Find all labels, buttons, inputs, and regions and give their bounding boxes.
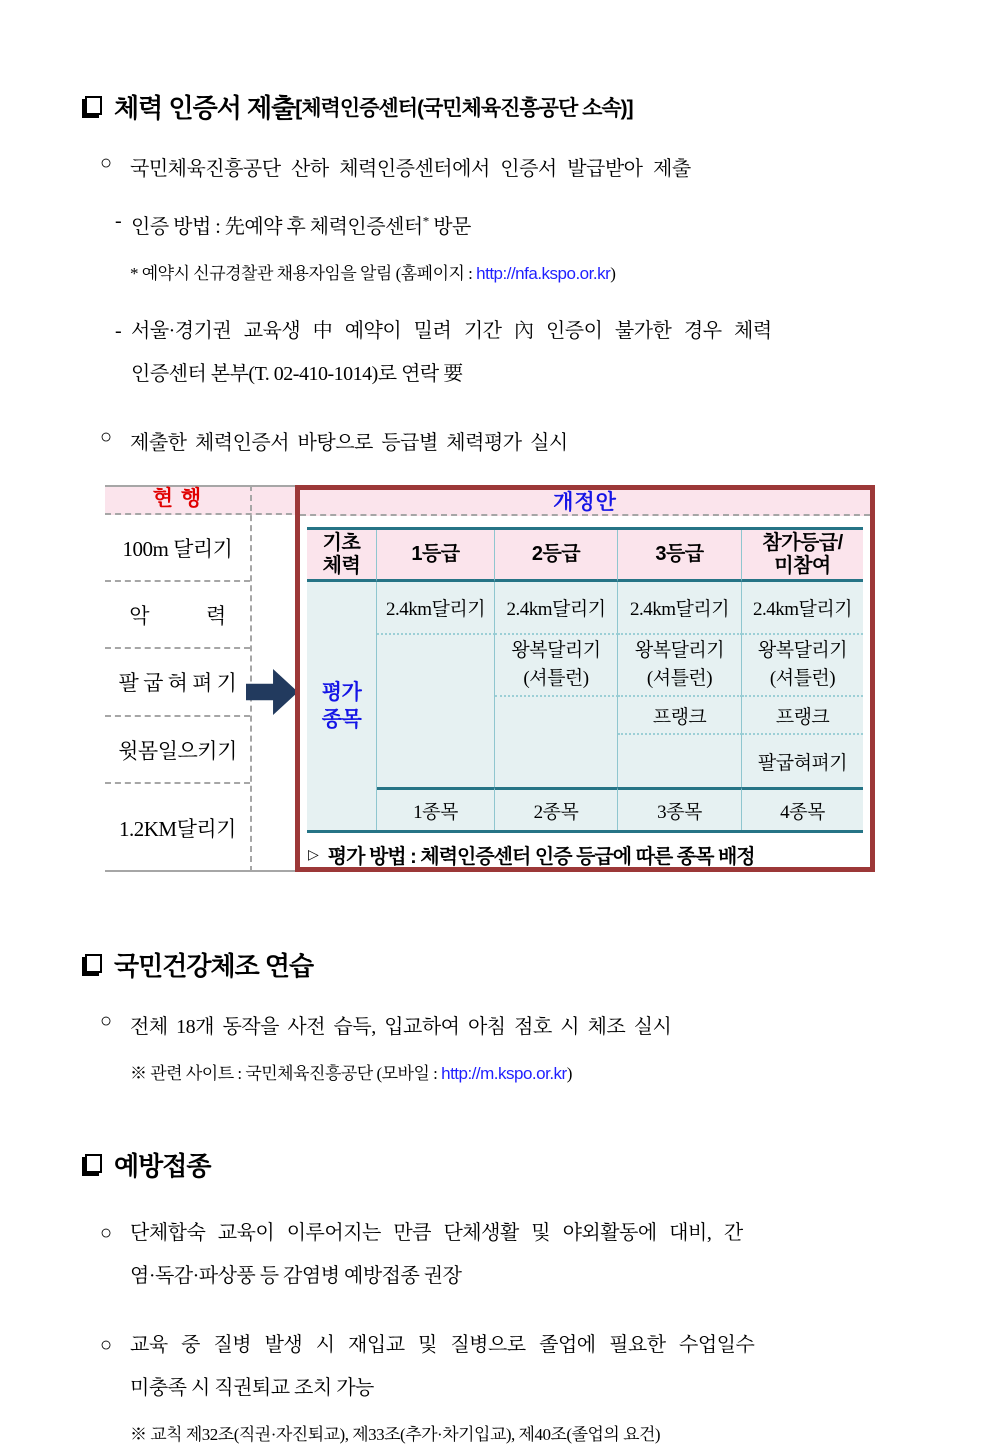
s3-bullet2 (100, 1324, 907, 1410)
col-header-grade3: 3등급 (618, 530, 742, 582)
table-cell-empty (618, 733, 742, 787)
s3-note: ※ 교칙 제32조(직권·자진퇴교), 제33조(추가·차기입교), 제40조(졸업의 요건) (130, 1425, 661, 1444)
current-item: 윗몸일으키기 (105, 717, 250, 784)
comparison-figure (105, 485, 875, 872)
s3-b2-line2: 미충족 시 직권퇴교 조치 가능 (130, 1377, 374, 1399)
s3-b1-line1: 단체합숙 교육이 이루어지는 만큼 단체생활 및 야외활동에 대비, 간 (130, 1222, 743, 1244)
table-cell: 왕복달리기 (셔틀런) (618, 633, 742, 695)
triangle-bullet-icon: ▷ (308, 846, 318, 862)
revised-table (307, 527, 863, 833)
current-item: 100m 달리기 (105, 515, 250, 582)
section1-title: 체력 인증서 제출 (114, 93, 296, 123)
count-cell: 1종목 (377, 787, 495, 830)
m-kspo-link[interactable]: http://m.kspo.or.kr (441, 1064, 567, 1083)
section2-heading (85, 946, 907, 983)
table-cell: 팔굽혀펴기 (742, 733, 863, 787)
table-cell: 2.4km달리기 (618, 582, 742, 633)
revised-box (295, 485, 875, 872)
table-cell-empty (377, 633, 495, 787)
table-cell: 2.4km달리기 (495, 582, 618, 633)
count-cell: 2종목 (495, 787, 618, 830)
s3-b1-line2: 염·독감·파상풍 등 감염병 예방접종 권장 (130, 1265, 462, 1287)
s1-note1: * 예약시 신규경찰관 채용자임을 알림 (홈페이지 : http://nfa.kspo.or.kr) (130, 264, 616, 283)
circle-bullet-icon: ○ (100, 1010, 112, 1032)
col-header-grade1: 1등급 (377, 530, 495, 582)
circle-bullet-icon: ○ (100, 1222, 112, 1244)
col-header-participation: 참가등급/ 미참여 (742, 530, 863, 582)
col-header-grade2: 2등급 (495, 530, 618, 582)
s1-dash2-line2: 인증센터 본부(T. 02-410-1014)로 연락 要 (131, 363, 463, 385)
footnote-asterisk: * (422, 213, 429, 229)
current-item: 악 력 (105, 582, 250, 649)
s3-b2-line1: 교육 중 질병 발생 시 재입교 및 질병으로 졸업에 필요한 수업일수 (130, 1334, 755, 1356)
current-item: 팔 굽 혀 펴 기 (105, 649, 250, 717)
section1-heading (85, 88, 907, 125)
current-item: 1.2KM달리기 (119, 817, 236, 841)
bottom-rule (105, 870, 295, 872)
right-arrow-icon (246, 669, 298, 715)
s1-dash1: - 인증 방법 : 先예약 후 체력인증센터* 방문 (115, 210, 471, 238)
revised-footer: ▷ 평가 방법 : 체력인증센터 인증 등급에 따른 종목 배정 (308, 846, 755, 868)
table-cell: 2.4km달리기 (377, 582, 495, 633)
nfa-kspo-link[interactable]: http://nfa.kspo.or.kr (476, 264, 611, 283)
table-cell: 프랭크 (618, 695, 742, 733)
circle-bullet-icon: ○ (100, 1334, 112, 1356)
dash-bullet-icon: - (115, 320, 122, 342)
circle-bullet-icon: ○ (100, 152, 112, 174)
count-cell: 4종목 (742, 787, 863, 830)
row-label-events: 평가 종목 (307, 582, 377, 830)
s1-bullet2: ○ 제출한 체력인증서 바탕으로 등급별 체력평가 실시 (100, 426, 568, 454)
column-divider (250, 485, 252, 872)
col-header-basic: 기초 체력 (307, 530, 377, 582)
dash-bullet-icon: - (115, 210, 122, 232)
section2-title: 국민건강체조 연습 (114, 951, 314, 981)
s1-bullet1: ○ 국민체육진흥공단 산하 체력인증센터에서 인증서 발급받아 제출 (100, 152, 691, 180)
count-cell: 3종목 (618, 787, 742, 830)
checkbox-square-icon (85, 954, 102, 973)
table-cell-empty (495, 695, 618, 787)
s3-bullet1 (100, 1212, 907, 1298)
section3-title: 예방접종 (114, 1151, 211, 1181)
revised-header: 개정안 (300, 490, 870, 516)
current-list (105, 515, 250, 872)
checkbox-square-icon (85, 1154, 102, 1173)
s2-bullet1: ○ 전체 18개 동작을 사전 습득, 입교하여 아침 점호 시 체조 실시 (100, 1010, 672, 1038)
checkbox-square-icon (85, 96, 102, 115)
section3-heading (85, 1146, 907, 1183)
table-cell: 2.4km달리기 (742, 582, 863, 633)
section1-title-bracket: [체력인증센터(국민체육진흥공단 소속)] (295, 96, 633, 120)
table-cell: 프랭크 (742, 695, 863, 733)
s1-dash2 (115, 310, 907, 396)
s2-note: ※ 관련 사이트 : 국민체육진흥공단 (모바일 : http://m.kspo.or.kr) (130, 1064, 572, 1083)
current-header: 현 행 (152, 487, 203, 510)
circle-bullet-icon: ○ (100, 426, 112, 448)
table-cell: 왕복달리기 (셔틀런) (742, 633, 863, 695)
table-cell: 왕복달리기 (셔틀런) (495, 633, 618, 695)
s1-dash2-line1: 서울·경기권 교육생 中 예약이 밀려 기간 內 인증이 불가한 경우 체력 (131, 320, 772, 342)
